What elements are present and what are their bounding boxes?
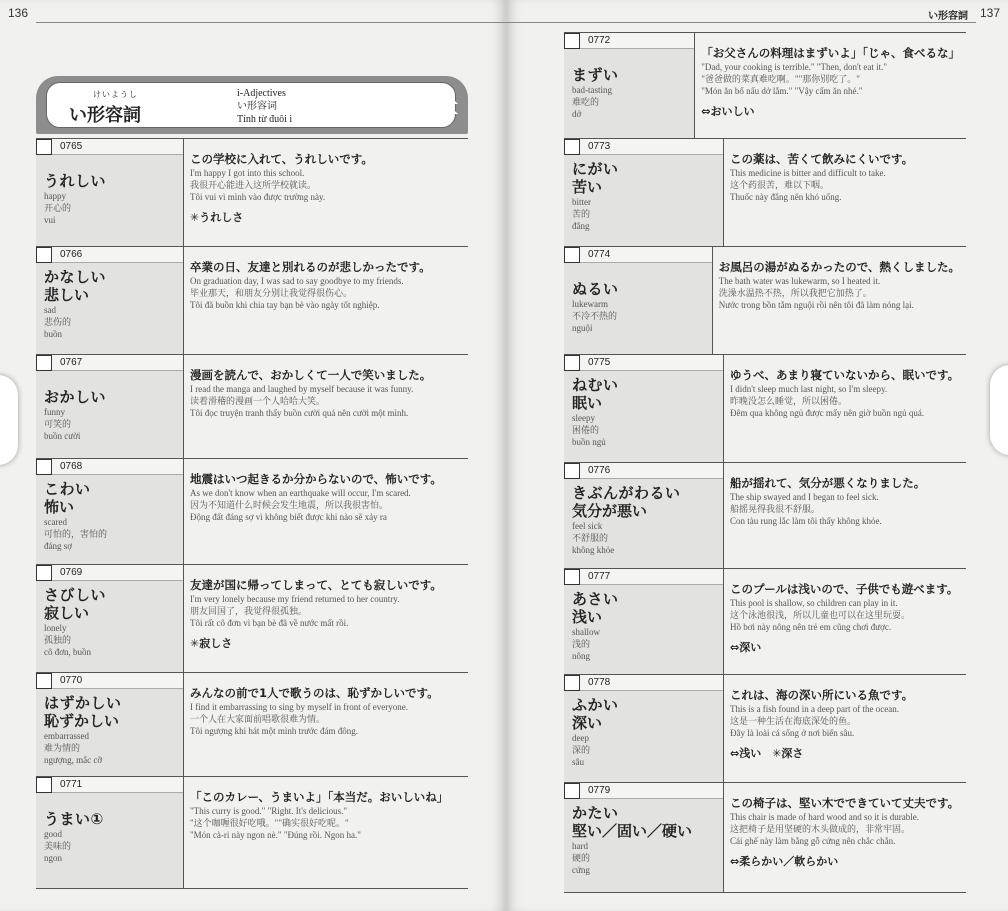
entry-word bbox=[36, 475, 183, 552]
word-kana: おかしい bbox=[44, 388, 107, 406]
banner-furigana: けいようし bbox=[93, 90, 138, 99]
word-kanji: 浅い bbox=[572, 608, 603, 626]
example-sentence: 地震はいつ起きるか分からないので、怖いです。 bbox=[190, 472, 442, 486]
study-checkbox[interactable] bbox=[36, 777, 52, 793]
example-vi: Đây là loài cá sống ở nơi biển sâu. bbox=[730, 728, 855, 738]
example-zh: 这个药很苦，难以下咽。 bbox=[730, 180, 830, 190]
entry-example-cell bbox=[184, 355, 468, 458]
page-number: 137 bbox=[979, 6, 1000, 20]
entry-number: 0779 bbox=[588, 785, 611, 796]
entry-example-cell bbox=[695, 33, 966, 138]
entry-word-cell bbox=[564, 569, 724, 674]
entry-word bbox=[564, 799, 723, 876]
gloss-en: lukewarm bbox=[572, 299, 608, 309]
study-checkbox[interactable] bbox=[564, 569, 580, 585]
entry-number: 0774 bbox=[588, 249, 611, 260]
example-zh: 洗澡水温热不热，所以我把它加热了。 bbox=[718, 288, 872, 298]
vocab-entry bbox=[564, 463, 966, 569]
word-kanji: 恥ずかしい bbox=[44, 712, 120, 730]
entry-example-cell bbox=[724, 569, 966, 674]
entry-example-cell bbox=[724, 783, 966, 892]
entry-example-cell bbox=[184, 777, 468, 888]
gloss-vi: vui bbox=[44, 215, 56, 225]
entry-word-cell bbox=[564, 355, 724, 462]
study-checkbox[interactable] bbox=[564, 247, 580, 263]
word-kana: はずかしい bbox=[44, 694, 122, 712]
entry-number-row bbox=[564, 675, 723, 691]
gloss-en: sleepy bbox=[572, 413, 595, 423]
vocab-entry bbox=[36, 247, 468, 355]
example-vi: "Món cà-ri này ngon nè." "Đúng rồi. Ngon ha." bbox=[190, 830, 361, 840]
vocab-entry bbox=[36, 777, 468, 889]
example-vi: Thuốc này đắng nên khó uống. bbox=[730, 192, 842, 202]
entry-word bbox=[36, 371, 183, 442]
word-kana: ふかい bbox=[572, 696, 619, 714]
entry-word-cell bbox=[564, 675, 724, 782]
gloss-zh: 可笑的 bbox=[44, 419, 72, 429]
entry-number-row bbox=[36, 673, 183, 689]
entry-word bbox=[564, 263, 712, 334]
example-sentence: この学校に入れて、うれしいです。 bbox=[190, 152, 373, 166]
vocab-entry bbox=[36, 459, 468, 565]
gloss-vi: cứng bbox=[572, 865, 590, 875]
word-kanji: 眠い bbox=[572, 394, 603, 412]
gloss-zh: 开心的 bbox=[44, 203, 72, 213]
entry-number-row bbox=[564, 569, 723, 585]
entry-example-cell bbox=[184, 247, 468, 354]
header-rule bbox=[506, 22, 976, 23]
gloss-vi: dở bbox=[572, 109, 582, 119]
study-checkbox[interactable] bbox=[36, 673, 52, 689]
example-en: I didn't sleep much last night, so I'm sleepy. bbox=[730, 384, 888, 394]
example-vi: Tôi ngượng khi hát một mình trước đám đông. bbox=[190, 726, 359, 736]
related-word: ⇔深い bbox=[730, 641, 762, 654]
word-kana: まずい bbox=[572, 66, 619, 84]
related-word: ✳寂しさ bbox=[190, 637, 233, 650]
word-kanji: 寂しい bbox=[44, 604, 90, 622]
entry-word-cell bbox=[36, 355, 184, 458]
vocab-entry bbox=[564, 675, 966, 783]
word-kana: ねむい bbox=[572, 376, 619, 394]
example-sentence: 「このカレー、うまいよ」「本当だ。おいしいね」 bbox=[190, 790, 449, 804]
banner-label-box bbox=[46, 82, 456, 128]
word-kana: きぶんがわるい bbox=[572, 484, 681, 502]
related-word: ⇔浅い ✳深さ bbox=[730, 747, 804, 760]
vocab-entry bbox=[36, 565, 468, 673]
vocab-entry bbox=[36, 139, 468, 247]
page-number: 136 bbox=[8, 6, 29, 20]
gloss-zh: 难为情的 bbox=[44, 743, 81, 753]
study-checkbox[interactable] bbox=[564, 33, 580, 49]
entry-word bbox=[564, 155, 723, 232]
entry-number-row bbox=[564, 139, 723, 155]
gloss-en: good bbox=[44, 829, 62, 839]
gloss-vi: sâu bbox=[572, 757, 584, 767]
entry-number: 0770 bbox=[60, 675, 83, 686]
study-checkbox[interactable] bbox=[36, 565, 52, 581]
entry-word-cell bbox=[564, 463, 724, 568]
entry-word-cell bbox=[564, 139, 724, 246]
gloss-en: hard bbox=[572, 841, 588, 851]
vocab-entry bbox=[564, 33, 966, 139]
example-vi: Cái ghế này làm bằng gỗ cứng nên chắc chắn. bbox=[730, 836, 896, 846]
entry-number-row bbox=[36, 565, 183, 581]
entry-example-cell bbox=[724, 463, 966, 568]
entry-list bbox=[36, 138, 468, 889]
example-vi: Tôi rất cô đơn vì bạn bè đã về nước mất rồi. bbox=[190, 618, 349, 628]
entry-number-row bbox=[564, 247, 712, 263]
entry-example-cell bbox=[184, 673, 468, 776]
gloss-vi: buồn ngủ bbox=[572, 437, 606, 447]
example-sentence: 船が揺れて、気分が悪くなりました。 bbox=[730, 476, 926, 490]
word-kanji: 気分が悪い bbox=[572, 502, 648, 520]
entry-word-cell bbox=[36, 247, 184, 354]
gloss-zh: 困倦的 bbox=[572, 425, 600, 435]
word-kana: うまい① bbox=[44, 810, 104, 828]
vocab-entry bbox=[564, 783, 966, 893]
entry-word-cell bbox=[36, 459, 184, 564]
gloss-zh: 不冷不热的 bbox=[572, 311, 618, 321]
entry-number: 0778 bbox=[588, 677, 611, 688]
example-sentence: 卒業の日、友達と別れるのが悲しかったです。 bbox=[190, 260, 431, 274]
example-en: The ship swayed and I began to feel sick. bbox=[730, 492, 879, 502]
word-kanji: 苦い bbox=[572, 178, 603, 196]
entry-number: 0769 bbox=[60, 567, 83, 578]
example-en: I read the manga and laughed by myself because it was funny. bbox=[190, 384, 414, 394]
vocab-entry bbox=[564, 569, 966, 675]
entry-number: 0772 bbox=[588, 35, 611, 46]
gloss-en: happy bbox=[44, 191, 66, 201]
gloss-vi: đáng sợ bbox=[44, 541, 73, 551]
running-head: い形容詞 bbox=[928, 11, 968, 22]
example-vi: Tôi đọc truyện tranh thấy buồn cười quá nên cười một mình. bbox=[190, 408, 409, 418]
entry-number-row bbox=[564, 463, 723, 479]
entry-example-cell bbox=[713, 247, 966, 354]
entry-example-cell bbox=[184, 459, 468, 564]
gloss-zh: 悲伤的 bbox=[44, 317, 72, 327]
example-vi: Động đất đáng sợ vì không biết được khi nào sẽ xảy ra bbox=[190, 512, 387, 522]
study-checkbox[interactable] bbox=[564, 675, 580, 691]
right-page bbox=[506, 0, 1008, 911]
example-sentence: 「お父さんの料理はまずいよ」「じゃ、食べるな」 bbox=[701, 46, 960, 60]
study-checkbox[interactable] bbox=[36, 139, 52, 155]
example-vi: Con tàu rung lắc làm tôi thấy không khỏe. bbox=[730, 516, 882, 526]
example-en: "This curry is good." "Right. It's delicious." bbox=[190, 806, 348, 816]
gloss-zh: 硬的 bbox=[572, 853, 591, 863]
gloss-zh: 不舒服的 bbox=[572, 533, 609, 543]
entry-word bbox=[36, 793, 183, 864]
gloss-zh: 苦的 bbox=[572, 209, 591, 219]
example-en: The bath water was lukewarm, so I heated it. bbox=[718, 276, 881, 286]
entry-number-row bbox=[564, 33, 694, 49]
entry-example-cell bbox=[724, 355, 966, 462]
gloss-vi: nông bbox=[572, 651, 590, 661]
gloss-zh: 深的 bbox=[572, 745, 591, 755]
example-sentence: 友達が国に帰ってしまって、とても寂しいです。 bbox=[190, 578, 442, 592]
example-sentence: これは、海の深い所にいる魚です。 bbox=[730, 688, 914, 702]
entry-number: 0777 bbox=[588, 571, 611, 582]
page-tab-left bbox=[0, 375, 18, 465]
vocab-entry bbox=[36, 673, 468, 777]
vocab-entry bbox=[564, 355, 966, 463]
entry-number-row bbox=[564, 355, 723, 371]
example-zh: "这个咖喱很好吃哦。""确实很好吃呢。" bbox=[190, 818, 349, 828]
example-zh: 我很开心能进入这所学校就读。 bbox=[190, 180, 317, 190]
gloss-en: feel sick bbox=[572, 521, 603, 531]
banner-subtitles bbox=[237, 87, 292, 126]
example-sentence: お風呂の湯がぬるかったので、熱くしました。 bbox=[718, 260, 960, 274]
entry-number: 0766 bbox=[60, 249, 83, 260]
example-zh: "爸爸做的菜真难吃啊。""那你别吃了。" bbox=[701, 74, 860, 84]
gloss-vi: đắng bbox=[572, 221, 590, 231]
gloss-vi: không khỏe bbox=[572, 545, 615, 555]
entry-word-cell bbox=[36, 565, 184, 672]
entry-word bbox=[564, 691, 723, 768]
example-vi: Đêm qua không ngủ được mấy nên giờ buồn ngủ quá. bbox=[730, 408, 925, 418]
example-zh: 这是一种生活在海底深处的鱼。 bbox=[730, 716, 857, 726]
word-kana: かたい bbox=[572, 804, 619, 822]
entry-number-row bbox=[36, 355, 183, 371]
entry-word bbox=[564, 49, 694, 120]
example-en: This is a fish found in a deep part of the ocean. bbox=[730, 704, 899, 714]
entry-number-row bbox=[36, 459, 183, 475]
example-sentence: この椅子は、堅い木でできていて丈夫です。 bbox=[730, 796, 960, 810]
entry-list bbox=[564, 32, 966, 893]
entry-example-cell bbox=[724, 139, 966, 246]
study-checkbox[interactable] bbox=[564, 463, 580, 479]
header-rule bbox=[36, 22, 506, 23]
word-kana: うれしい bbox=[44, 172, 107, 190]
entry-word-cell bbox=[36, 673, 184, 776]
entry-word bbox=[36, 581, 183, 658]
entry-example-cell bbox=[184, 139, 468, 246]
word-kana: かなしい bbox=[44, 268, 107, 286]
vocab-entry bbox=[564, 139, 966, 247]
banner-subtitle-vi: Tính từ đuôi i bbox=[237, 114, 293, 125]
study-checkbox[interactable] bbox=[564, 355, 580, 371]
gloss-en: bitter bbox=[572, 197, 591, 207]
gloss-en: shallow bbox=[572, 627, 600, 637]
example-en: This pool is shallow, so children can play in it. bbox=[730, 598, 898, 608]
gloss-en: lonely bbox=[44, 623, 67, 633]
vocab-entry bbox=[564, 247, 966, 355]
gloss-vi: buồn cười bbox=[44, 431, 81, 441]
example-sentence: 漫画を読んで、おかしくて一人で笑いました。 bbox=[190, 368, 432, 382]
word-kana: ぬるい bbox=[572, 280, 619, 298]
entry-example-cell bbox=[184, 565, 468, 672]
word-kanji: 深い bbox=[572, 714, 603, 732]
example-sentence: この薬は、苦くて飲みにくいです。 bbox=[730, 152, 914, 166]
example-en: On graduation day, I was sad to say goodbye to my friends. bbox=[190, 276, 404, 286]
example-zh: 毕业那天，和朋友分别让我觉得很伤心。 bbox=[190, 288, 353, 298]
word-kana: さびしい bbox=[44, 586, 107, 604]
study-checkbox[interactable] bbox=[36, 247, 52, 263]
entry-number: 0768 bbox=[60, 461, 83, 472]
gloss-en: funny bbox=[44, 407, 65, 417]
gloss-vi: ngượng, mắc cỡ bbox=[44, 755, 103, 765]
entry-word-cell bbox=[36, 777, 184, 888]
gloss-zh: 美味的 bbox=[44, 841, 72, 851]
banner-subtitle-en: i-Adjectives bbox=[237, 88, 286, 99]
word-kana: こわい bbox=[44, 480, 91, 498]
example-sentence: このプールは浅いので、子供でも遊べます。 bbox=[730, 582, 959, 596]
example-vi: Tôi đã buồn khi chia tay bạn bè vào ngày tốt nghiệp. bbox=[190, 300, 380, 310]
gloss-zh: 浅的 bbox=[572, 639, 591, 649]
example-zh: 这个泳池很浅，所以儿童也可以在这里玩耍。 bbox=[730, 610, 911, 620]
gloss-vi: nguội bbox=[572, 323, 593, 333]
example-zh: 朋友回国了，我觉得很孤独。 bbox=[190, 606, 308, 616]
word-kanji: 怖い bbox=[44, 498, 75, 516]
entry-word bbox=[36, 155, 183, 226]
example-sentence: ゆうべ、あまり寝ていないから、眠いです。 bbox=[730, 368, 960, 382]
entry-number-row bbox=[36, 139, 183, 155]
example-zh: 昨晚没怎么睡觉，所以困倦。 bbox=[730, 396, 848, 406]
example-en: This medicine is bitter and difficult to take. bbox=[730, 168, 886, 178]
gloss-en: embarrassed bbox=[44, 731, 89, 741]
gloss-zh: 可怕的，害怕的 bbox=[44, 529, 108, 539]
example-zh: 一个人在大家面前唱歌很难为情。 bbox=[190, 714, 326, 724]
entry-example-cell bbox=[724, 675, 966, 782]
word-kanji: 堅い／固い／硬い bbox=[572, 822, 693, 840]
page-tab-right bbox=[990, 365, 1008, 455]
example-en: I find it embarrassing to sing by myself in front of everyone. bbox=[190, 702, 408, 712]
gloss-en: deep bbox=[572, 733, 589, 743]
related-word: ⇔柔らかい／軟らかい bbox=[730, 855, 839, 868]
related-word: ✳うれしさ bbox=[190, 211, 244, 224]
gloss-zh: 难吃的 bbox=[572, 97, 600, 107]
example-en: I'm happy I got into this school. bbox=[190, 168, 305, 178]
entry-number: 0773 bbox=[588, 141, 611, 152]
example-zh: 读着滑稽的漫画一个人哈哈大笑。 bbox=[190, 396, 326, 406]
banner-subtitle-zh: い形容词 bbox=[237, 101, 277, 112]
example-en: This chair is made of hard wood and so it is durable. bbox=[730, 812, 919, 822]
example-sentence: みんなの前で1人で歌うのは、恥ずかしいです。 bbox=[190, 686, 439, 700]
entry-number-row bbox=[36, 247, 183, 263]
word-kana: あさい bbox=[572, 590, 619, 608]
gloss-vi: buồn bbox=[44, 329, 62, 339]
word-kana: にがい bbox=[572, 160, 619, 178]
gloss-en: scared bbox=[44, 517, 67, 527]
vocab-entry bbox=[36, 355, 468, 459]
example-vi: Nước trong bồn tắm nguội rồi nên tôi đã làm nóng lại. bbox=[718, 300, 914, 310]
entry-word-cell bbox=[36, 139, 184, 246]
study-checkbox[interactable] bbox=[36, 459, 52, 475]
study-checkbox[interactable] bbox=[564, 783, 580, 799]
gloss-vi: cô đơn, buồn bbox=[44, 647, 92, 657]
example-en: I'm very lonely because my friend returned to her country. bbox=[190, 594, 400, 604]
example-zh: 船摇晃得我很不舒服。 bbox=[730, 504, 821, 514]
entry-word bbox=[36, 263, 183, 340]
entry-word-cell bbox=[564, 247, 713, 354]
example-zh: 这把椅子是用坚硬的木头做成的，非常牢固。 bbox=[730, 824, 911, 834]
study-checkbox[interactable] bbox=[36, 355, 52, 371]
word-kanji: 悲しい bbox=[44, 286, 90, 304]
entry-number: 0775 bbox=[588, 357, 611, 368]
entry-number: 0776 bbox=[588, 465, 611, 476]
gloss-en: sad bbox=[44, 305, 56, 315]
gloss-en: bad-tasting bbox=[572, 85, 612, 95]
example-en: "Dad, your cooking is terrible." "Then, don't eat it." bbox=[701, 62, 888, 72]
entry-word-cell bbox=[564, 33, 695, 138]
section-symbol-icon bbox=[426, 82, 462, 118]
banner-title: い形容詞 bbox=[69, 105, 141, 126]
entry-number-row bbox=[564, 783, 723, 799]
related-word: ⇔おいしい bbox=[701, 105, 755, 118]
example-vi: Tôi vui vì mình vào được trường này. bbox=[190, 192, 326, 202]
gloss-zh: 孤独的 bbox=[44, 635, 72, 645]
entry-word bbox=[564, 585, 723, 662]
example-vi: Hồ bơi này nông nên trẻ em cũng chơi được. bbox=[730, 622, 892, 632]
study-checkbox[interactable] bbox=[564, 139, 580, 155]
example-zh: 因为不知道什么时候会发生地震，所以我很害怕。 bbox=[190, 500, 389, 510]
section-banner bbox=[36, 76, 468, 134]
example-en: As we don't know when an earthquake will occur, I'm scared. bbox=[190, 488, 411, 498]
entry-word bbox=[564, 371, 723, 448]
entry-number: 0765 bbox=[60, 141, 83, 152]
entry-number: 0767 bbox=[60, 357, 83, 368]
entry-number-row bbox=[36, 777, 183, 793]
example-vi: "Món ăn bố nấu dở lắm." "Vậy cấm ăn nhé." bbox=[701, 86, 863, 96]
entry-word-cell bbox=[564, 783, 724, 892]
gloss-vi: ngon bbox=[44, 853, 62, 863]
entry-word bbox=[36, 689, 183, 766]
entry-number: 0771 bbox=[60, 779, 83, 790]
entry-word bbox=[564, 479, 723, 556]
